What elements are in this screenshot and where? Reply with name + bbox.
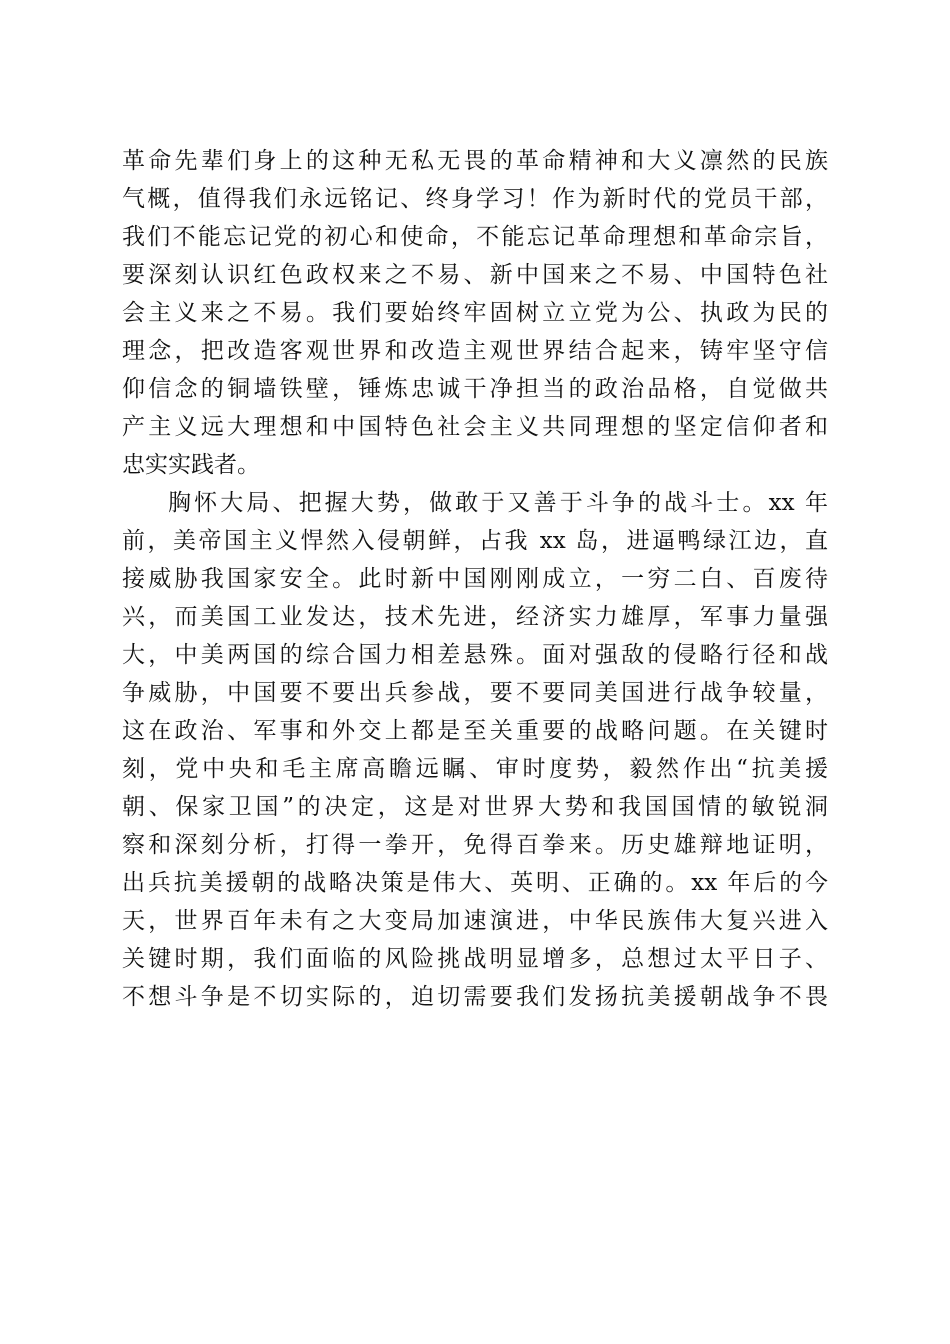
- text-line: 朝、保家卫国”的决定，这是对世界大势和我国国情的敏锐洞: [122, 794, 828, 820]
- text-line: 革命先辈们身上的这种无私无畏的革命精神和大义凛然的民族: [122, 148, 828, 174]
- text-line: 前，美帝国主义悍然入侵朝鲜，占我 xx 岛，进逼鸭绿江边，直: [122, 528, 828, 554]
- text-line: 要深刻认识红色政权来之不易、新中国来之不易、中国特色社: [122, 262, 828, 288]
- text-line: 这在政治、军事和外交上都是至关重要的战略问题。在关键时: [122, 718, 828, 744]
- text-line: 我们不能忘记党的初心和使命，不能忘记革命理想和革命宗旨，: [122, 224, 828, 250]
- body-text: [122, 142, 828, 1016]
- text-line: 不想斗争是不切实际的，迫切需要我们发扬抗美援朝战争不畏: [122, 984, 828, 1010]
- text-line: 关键时期，我们面临的风险挑战明显增多，总想过太平日子、: [122, 946, 828, 972]
- text-line: 理念，把改造客观世界和改造主观世界结合起来，铸牢坚守信: [122, 338, 828, 364]
- text-line: 接威胁我国家安全。此时新中国刚刚成立，一穷二白、百废待: [122, 566, 828, 592]
- text-line: 争威胁，中国要不要出兵参战，要不要同美国进行战争较量，: [122, 680, 828, 706]
- paragraph-start-line: 胸怀大局、把握大势，做敢于又善于斗争的战斗士。xx 年: [168, 490, 828, 516]
- text-line: 会主义来之不易。我们要始终牢固树立立党为公、执政为民的: [122, 300, 828, 326]
- text-line: 兴，而美国工业发达，技术先进，经济实力雄厚，军事力量强: [122, 604, 828, 630]
- text-line: 仰信念的铜墙铁壁，锤炼忠诚干净担当的政治品格，自觉做共: [122, 376, 828, 402]
- text-line: 气概，值得我们永远铭记、终身学习！作为新时代的党员干部，: [122, 186, 828, 212]
- text-line: 大，中美两国的综合国力相差悬殊。面对强敌的侵略行径和战: [122, 642, 828, 668]
- text-line: 产主义远大理想和中国特色社会主义共同理想的坚定信仰者和: [122, 414, 828, 440]
- text-line: 察和深刻分析，打得一拳开，免得百拳来。历史雄辩地证明，: [122, 832, 828, 858]
- text-line: 刻，党中央和毛主席高瞻远瞩、审时度势，毅然作出“抗美援: [122, 756, 828, 782]
- text-line: 出兵抗美援朝的战略决策是伟大、英明、正确的。xx 年后的今: [122, 870, 828, 896]
- text-line: 天，世界百年未有之大变局加速演进，中华民族伟大复兴进入: [122, 908, 828, 934]
- paragraph-end-line: 忠实实践者。: [122, 452, 260, 478]
